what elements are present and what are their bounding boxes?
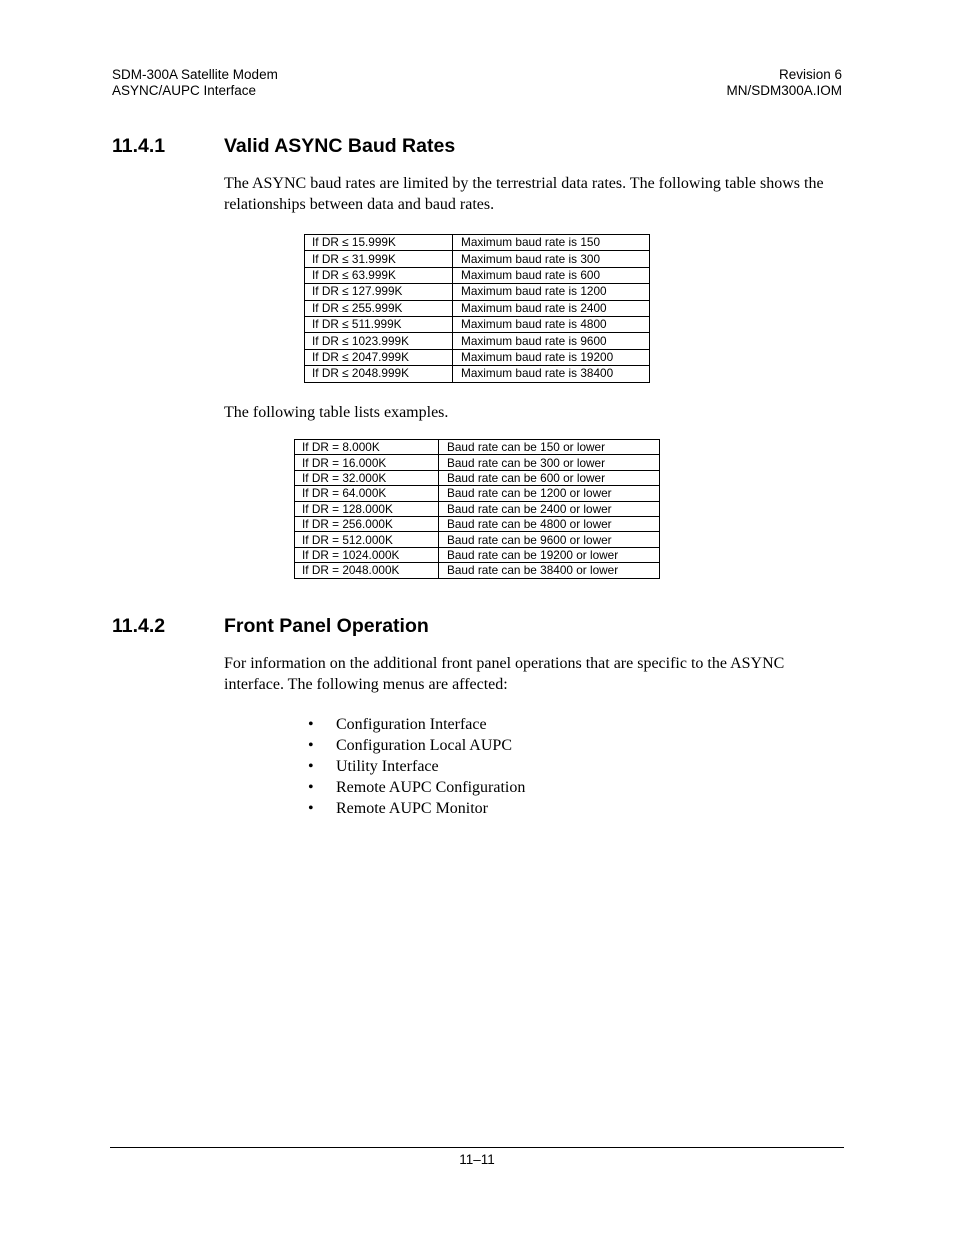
baud-rate-limits-table [304, 234, 650, 383]
table-cell: Maximum baud rate is 150 [453, 235, 650, 251]
table-row [295, 563, 660, 578]
table-cell: Baud rate can be 2400 or lower [439, 501, 660, 516]
table-cell: If DR = 128.000K [295, 501, 439, 516]
bullet-icon: • [308, 779, 314, 796]
section-heading-valid-async-baud-rates [112, 134, 455, 158]
table-cell: If DR ≤ 31.999K [305, 251, 453, 267]
doc-title: SDM-300A Satellite Modem [112, 67, 278, 82]
table-cell: Maximum baud rate is 4800 [453, 316, 650, 332]
doc-number: MN/SDM300A.IOM [726, 83, 842, 98]
list-item-label: Configuration Local AUPC [336, 737, 512, 754]
table-row [305, 333, 650, 349]
table-cell: If DR ≤ 15.999K [305, 235, 453, 251]
bullet-icon: • [308, 758, 314, 775]
table-cell: Baud rate can be 300 or lower [439, 455, 660, 470]
footer-divider [110, 1147, 844, 1148]
table-cell: If DR ≤ 127.999K [305, 284, 453, 300]
table-cell: Maximum baud rate is 19200 [453, 349, 650, 365]
header-left [112, 67, 278, 99]
table-cell: If DR = 2048.000K [295, 563, 439, 578]
page-number: 11–11 [459, 1152, 495, 1167]
examples-intro-paragraph: The following table lists examples. [224, 404, 449, 421]
table-cell: If DR = 64.000K [295, 486, 439, 501]
list-item [306, 798, 525, 819]
table-row [295, 501, 660, 516]
table-cell: Maximum baud rate is 600 [453, 267, 650, 283]
table-cell: Maximum baud rate is 300 [453, 251, 650, 267]
table-cell: Baud rate can be 19200 or lower [439, 547, 660, 562]
table-cell: If DR ≤ 2048.999K [305, 366, 453, 382]
list-item-label: Configuration Interface [336, 716, 487, 733]
list-item [306, 777, 525, 798]
list-item [306, 735, 525, 756]
table-cell: Maximum baud rate is 38400 [453, 366, 650, 382]
list-item-label: Remote AUPC Monitor [336, 800, 489, 817]
table-row [305, 284, 650, 300]
table-cell: Baud rate can be 38400 or lower [439, 563, 660, 578]
table-row [305, 300, 650, 316]
header-right [726, 67, 842, 99]
table-cell: If DR ≤ 511.999K [305, 316, 453, 332]
table-cell: If DR ≤ 1023.999K [305, 333, 453, 349]
table-row [305, 349, 650, 365]
table-row [305, 366, 650, 382]
table-cell: If DR = 512.000K [295, 532, 439, 547]
list-item [306, 714, 525, 735]
bullet-icon: • [308, 800, 314, 817]
table-row [305, 267, 650, 283]
list-item-label: Remote AUPC Configuration [336, 779, 526, 796]
doc-chapter: ASYNC/AUPC Interface [112, 83, 257, 98]
table-cell: Maximum baud rate is 9600 [453, 333, 650, 349]
table-cell: If DR ≤ 63.999K [305, 267, 453, 283]
list-item [306, 756, 525, 777]
table-row [295, 486, 660, 501]
table-row [295, 455, 660, 470]
section-number: 11.4.2 [112, 615, 166, 637]
table-cell: Baud rate can be 4800 or lower [439, 516, 660, 531]
table-cell: Baud rate can be 9600 or lower [439, 532, 660, 547]
section1-intro-paragraph: The ASYNC baud rates are limited by the terrestrial data rates. The following table shows the relationships between data and baud rates. [224, 175, 824, 213]
table-row [295, 532, 660, 547]
table-cell: If DR = 32.000K [295, 470, 439, 485]
table-cell: If DR ≤ 2047.999K [305, 349, 453, 365]
table-cell: Baud rate can be 600 or lower [439, 470, 660, 485]
table-cell: If DR = 16.000K [295, 455, 439, 470]
table-row [295, 470, 660, 485]
table-cell: Maximum baud rate is 1200 [453, 284, 650, 300]
table-row [305, 235, 650, 251]
table-row [295, 547, 660, 562]
section-number: 11.4.1 [112, 135, 166, 157]
baud-rate-examples-table [294, 439, 660, 579]
doc-revision: Revision 6 [778, 67, 842, 82]
table-row [295, 516, 660, 531]
table-cell: Baud rate can be 1200 or lower [439, 486, 660, 501]
section-heading-front-panel-operation [112, 614, 429, 638]
table-cell: If DR = 256.000K [295, 516, 439, 531]
table-cell: Maximum baud rate is 2400 [453, 300, 650, 316]
bullet-icon: • [308, 737, 314, 754]
table-row [305, 251, 650, 267]
affected-menus-list [306, 714, 525, 819]
section-title: Valid ASYNC Baud Rates [224, 135, 456, 157]
table-cell: If DR = 1024.000K [295, 547, 439, 562]
bullet-icon: • [308, 716, 314, 733]
table-row [305, 316, 650, 332]
list-item-label: Utility Interface [336, 758, 439, 775]
table-cell: Baud rate can be 150 or lower [439, 440, 660, 455]
section-title: Front Panel Operation [224, 615, 429, 637]
table-cell: If DR ≤ 255.999K [305, 300, 453, 316]
table-cell: If DR = 8.000K [295, 440, 439, 455]
table-row [295, 440, 660, 455]
section2-intro-paragraph: For information on the additional front panel operations that are specific to the ASYNC interface. The following menus are affected: [224, 655, 785, 693]
